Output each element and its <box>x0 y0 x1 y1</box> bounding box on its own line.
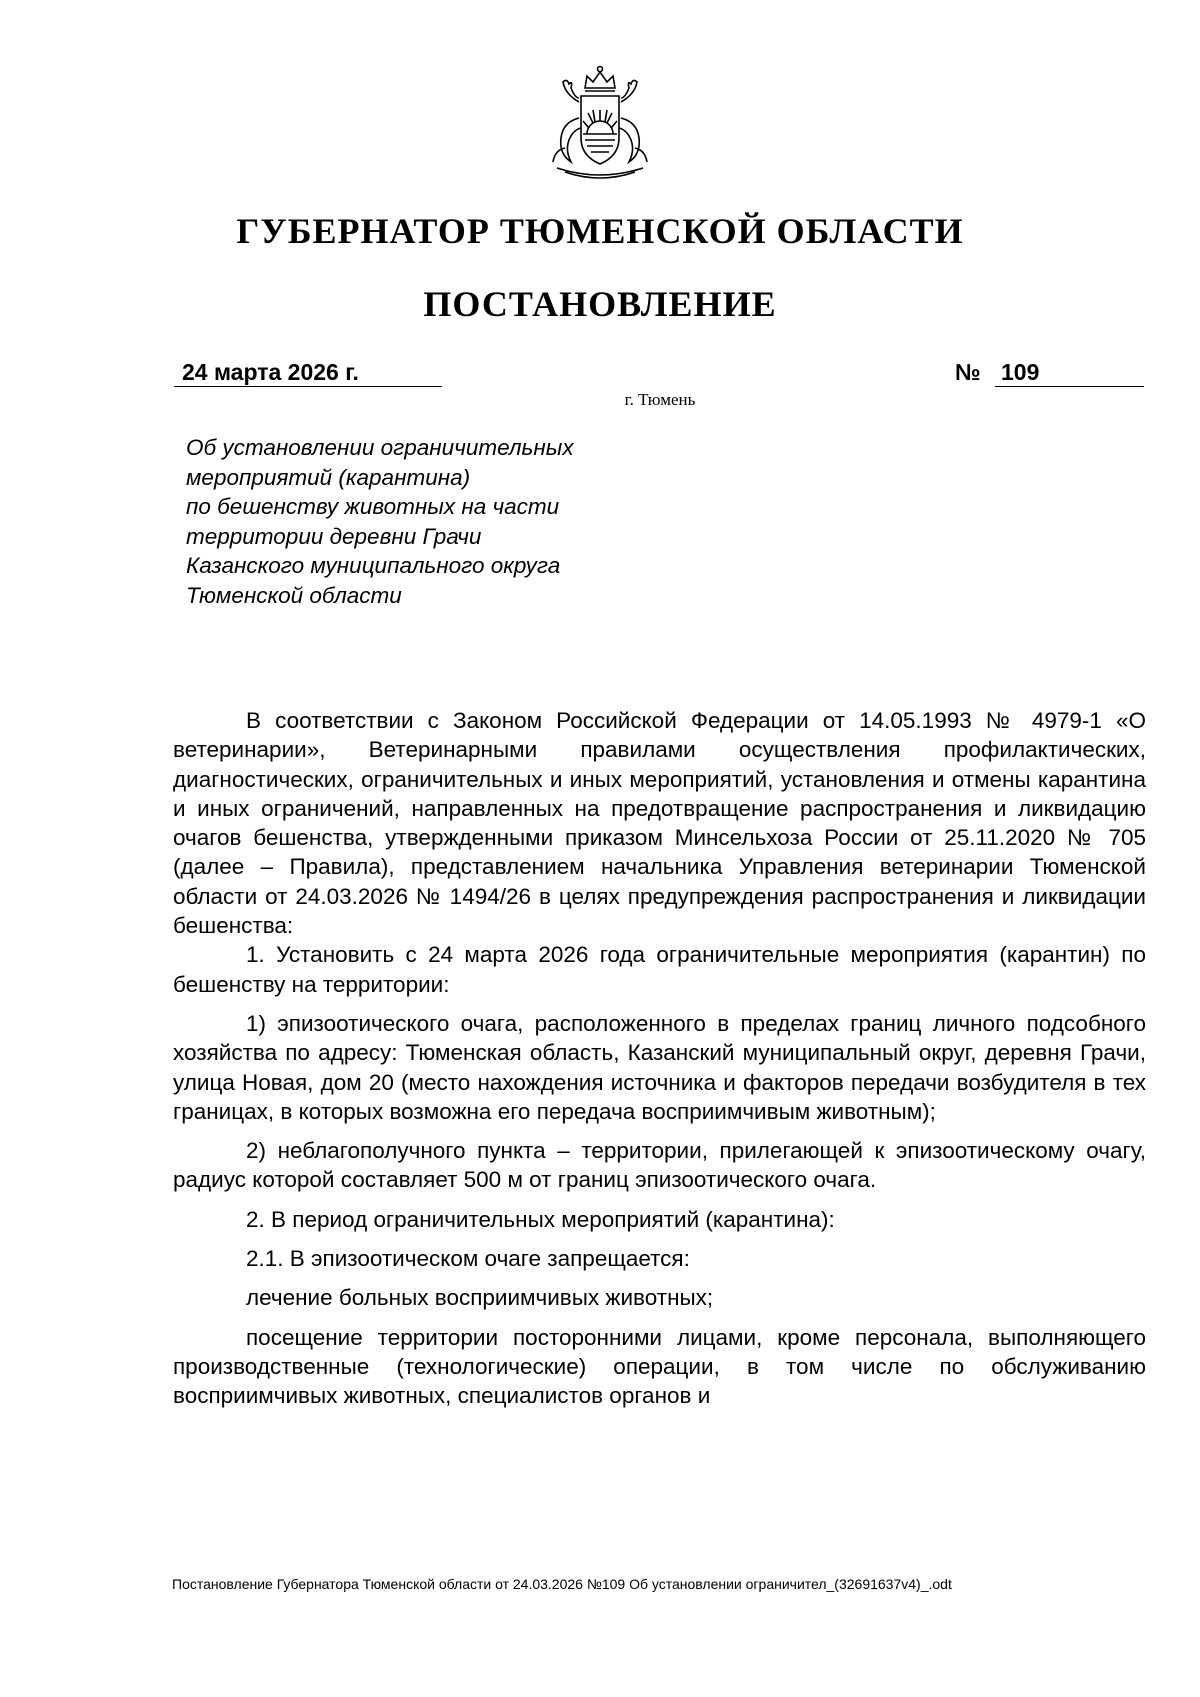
subject-line: территории деревни Грачи <box>186 523 482 549</box>
coat-of-arms-icon <box>535 58 665 188</box>
number-label: № <box>955 359 981 385</box>
body-paragraph: посещение территории посторонними лицами, кроме персонала, выполняющего производственные (технологические) операции, в том числе по обслуживанию восприимчивых животных, специалистов органов и <box>173 1324 1146 1409</box>
body-paragraph: лечение больных восприимчивых животных; <box>246 1285 714 1311</box>
subject-line: мероприятий (карантина) <box>186 464 471 490</box>
document-date: 24 марта 2026 г. <box>174 358 442 387</box>
body-paragraph: В соответствии с Законом Российской Федерации от 14.05.1993 № 4979-1 «О ветеринарии», Ветеринарными правилами осуществления профилактических, диагностических, ограничительных и иных мероприятий, установления и отмены карантина и иных ограничений, направленных на предотвращение распространения и ликвидацию очагов бешенства, утвержденными приказом Минсельхоза России от 25.11.2020 № 705 (далее – Правила), представлением начальника Управления ветеринарии Тюменской области от 24.03.2026 № 1494/26 в целях предупреждения распространения и ликвидации бешенства: <box>173 708 1146 939</box>
authority-title: ГУБЕРНАТОР ТЮМЕНСКОЙ ОБЛАСТИ <box>236 211 964 251</box>
page-footer: Постановление Губернатора Тюменской области от 24.03.2026 №109 Об установлении ограничител_(32691637v4)_.odt <box>172 1576 952 1592</box>
document-type-title: ПОСТАНОВЛЕНИЕ <box>423 284 777 324</box>
subject-line: Тюменской области <box>186 582 402 608</box>
body-paragraph: 1) эпизоотического очага, расположенного в пределах границ личного подсобного хозяйства по адресу: Тюменская область, Казанский муниципальный округ, деревня Грачи, улица Новая, дом 20 (место нахождения источника и факторов передачи возбудителя в тех границах, в которых возможна его передача восприимчивым животным); <box>173 1010 1146 1124</box>
subject-line: Казанского муниципального округа <box>186 553 561 578</box>
document-number <box>955 358 1138 386</box>
body-paragraph: 2) неблагополучного пункта – территории, прилегающей к эпизоотическому очагу, радиус которой составляет 500 м от границ эпизоотического очага. <box>173 1138 1146 1193</box>
city-name: г. Тюмень <box>624 390 696 409</box>
number-value: 109 <box>995 358 1144 387</box>
document-subject <box>186 433 706 610</box>
body-paragraph: 2.1. В эпизоотическом очаге запрещается: <box>246 1246 690 1272</box>
body-paragraph: 2. В период ограничительных мероприятий (карантина): <box>246 1206 835 1232</box>
document-body <box>173 706 1146 1411</box>
subject-line: Об установлении ограничительных <box>186 435 574 460</box>
subject-line: по бешенству животных на части <box>186 494 560 519</box>
body-paragraph: 1. Установить с 24 марта 2026 года ограничительные мероприятия (карантин) по бешенству на территории: <box>173 942 1146 997</box>
